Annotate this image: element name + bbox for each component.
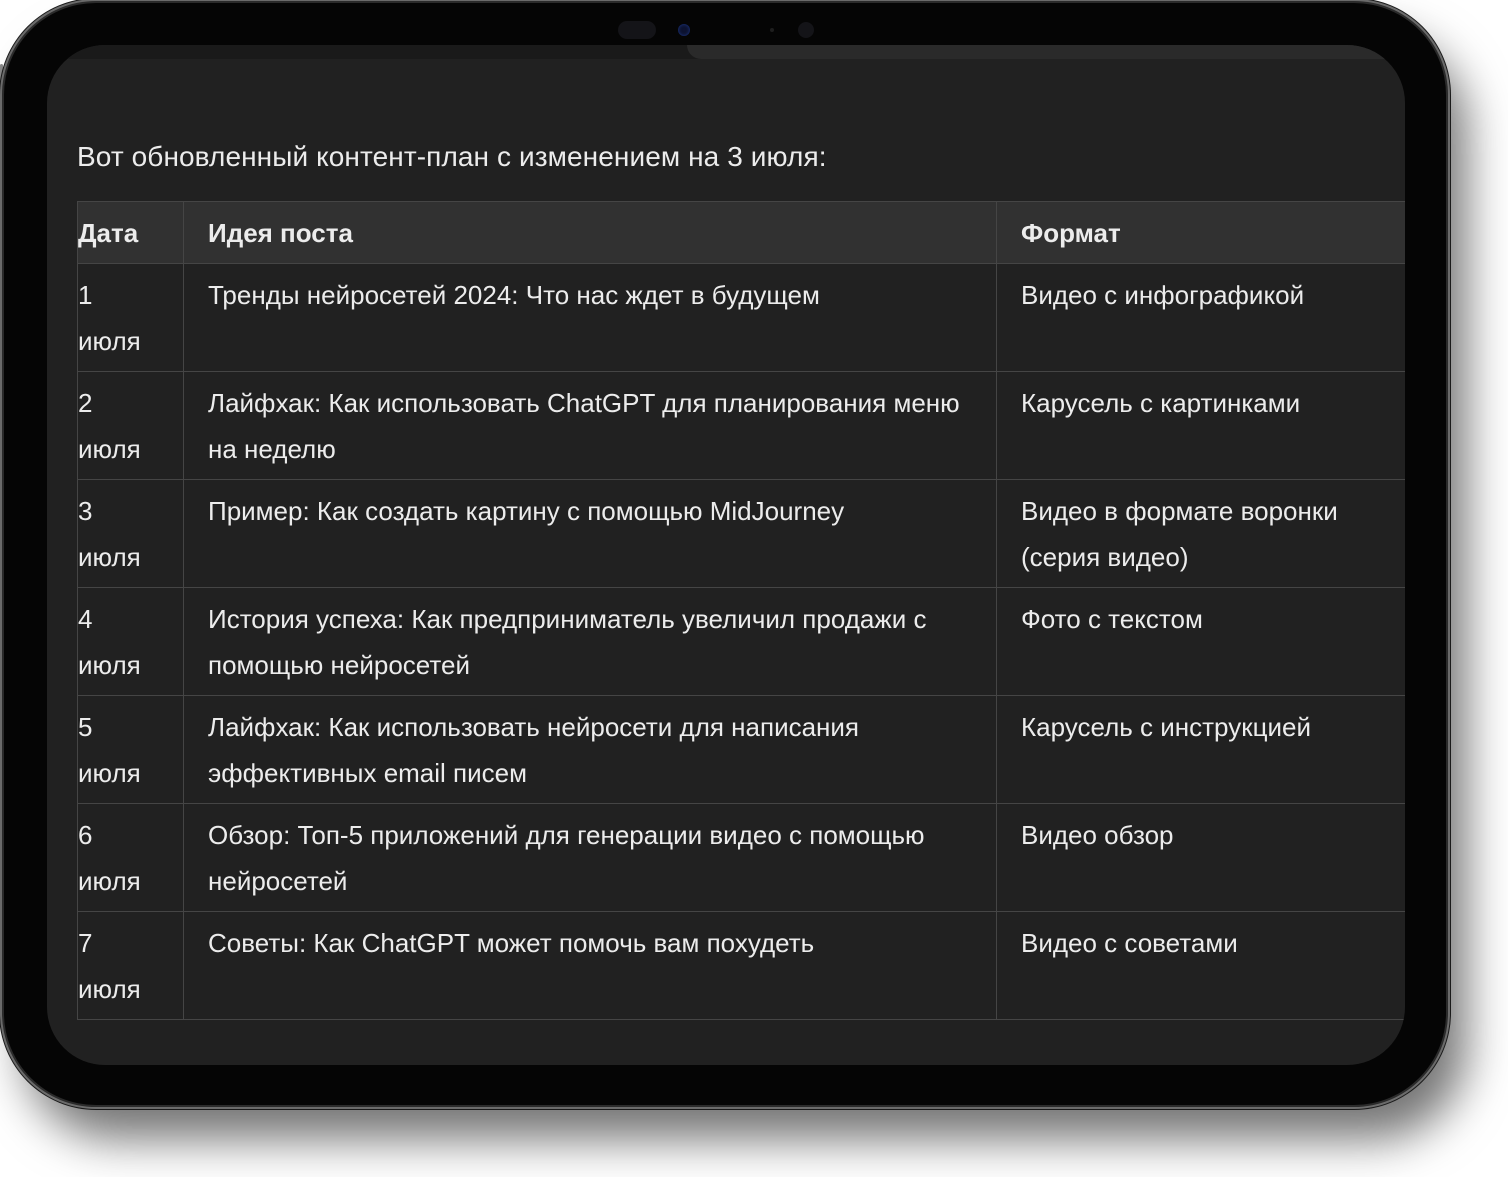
table-header-row: [78, 202, 1406, 264]
cell-idea: Лайфхак: Как использовать ChatGPT для планирования меню на неделю: [184, 372, 997, 480]
cell-format: Видео обзор: [997, 804, 1406, 912]
cell-format: Фото с текстом: [997, 588, 1406, 696]
cell-date: 6 июля: [78, 804, 184, 912]
cell-format: Видео с советами: [997, 912, 1406, 1020]
screen: [47, 45, 1405, 1065]
table-row: [78, 912, 1406, 1020]
camera-bar: [618, 19, 818, 41]
table-row: [78, 264, 1406, 372]
table-row: [78, 372, 1406, 480]
cell-idea: Тренды нейросетей 2024: Что нас ждет в будущем: [184, 264, 997, 372]
camera-icon: [678, 24, 690, 36]
proximity-sensor-icon: [798, 22, 814, 38]
column-header-idea: Идея поста: [184, 202, 997, 264]
cell-idea: Советы: Как ChatGPT может помочь вам похудеть: [184, 912, 997, 1020]
cell-date: 5 июля: [78, 696, 184, 804]
table-row: [78, 480, 1406, 588]
sensor-icon: [618, 21, 656, 39]
cell-date: 3 июля: [78, 480, 184, 588]
cell-idea: Лайфхак: Как использовать нейросети для написания эффективных email писем: [184, 696, 997, 804]
cell-date: 4 июля: [78, 588, 184, 696]
side-button: [0, 64, 3, 134]
table-row: [78, 804, 1406, 912]
cell-idea: История успеха: Как предприниматель увеличил продажи с помощью нейросетей: [184, 588, 997, 696]
cell-date: 1 июля: [78, 264, 184, 372]
intro-text: Вот обновленный контент-план с изменением на 3 июля:: [77, 141, 827, 172]
content-plan-table: [77, 201, 1405, 1020]
cell-format: Видео с инфографикой: [997, 264, 1406, 372]
column-header-format: Формат: [997, 202, 1406, 264]
cell-date: 2 июля: [78, 372, 184, 480]
tablet-bezel: [4, 3, 1446, 1105]
table-row: [78, 696, 1406, 804]
light-sensor-icon: [770, 28, 774, 32]
cell-idea: Пример: Как создать картину с помощью MidJourney: [184, 480, 997, 588]
cell-format: Карусель с инструкцией: [997, 696, 1406, 804]
column-header-date: Дата: [78, 202, 184, 264]
cell-format: Видео в формате воронки (серия видео): [997, 480, 1406, 588]
cell-date: 7 июля: [78, 912, 184, 1020]
screen-top-tab: [687, 45, 1405, 59]
cell-format: Карусель с картинками: [997, 372, 1406, 480]
cell-idea: Обзор: Топ-5 приложений для генерации видео с помощью нейросетей: [184, 804, 997, 912]
table-row: [78, 588, 1406, 696]
